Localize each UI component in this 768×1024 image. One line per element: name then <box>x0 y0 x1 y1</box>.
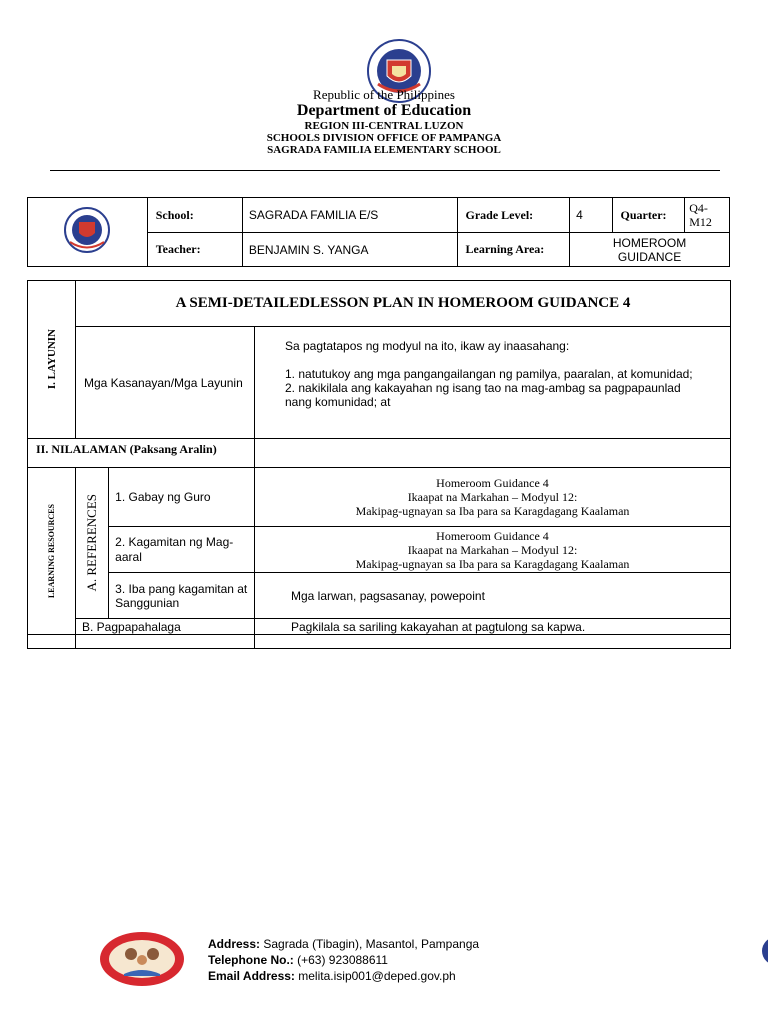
teacher-label: Teacher: <box>147 233 242 267</box>
ref1-line3: Makipag-ugnayan sa Iba para sa Karagdagang Kaalaman <box>355 504 630 518</box>
quarter-value-text: Q4-M12 <box>689 201 712 229</box>
school-line: SAGRADA FAMILIA ELEMENTARY SCHOOL <box>267 144 501 156</box>
region-line: REGION III-CENTRAL LUZON <box>304 120 464 132</box>
division-line: SCHOOLS DIVISION OFFICE OF PAMPANGA <box>266 132 502 144</box>
grade-label: Grade Level: <box>457 198 570 233</box>
ref2-line2: Ikaapat na Markahan – Modyul 12: <box>407 542 578 557</box>
info-table <box>27 197 730 267</box>
ref1-cell <box>255 468 731 527</box>
phone-label: Telephone No.: <box>208 953 294 967</box>
empty-cell-2 <box>76 635 255 649</box>
objectives-label: Mga Kasanayan/Mga Layunin <box>76 327 255 439</box>
objectives-intro: Sa pagtatapos ng modyul na ito, ikaw ay inaasahang: <box>285 339 570 353</box>
address-value: Sagrada (Tibagin), Masantol, Pampanga <box>263 937 480 951</box>
learning-resources-label: LEARNING RESOURCES <box>47 503 56 599</box>
quarter-value <box>685 198 730 233</box>
section2-label: II. NILALAMAN (Paksang Aralin) <box>28 439 255 468</box>
ref2-line3: Makipag-ugnayan sa Iba para sa Karagdagang Kaalaman <box>355 556 630 571</box>
ref2-line1: Homeroom Guidance 4 <box>436 528 549 543</box>
teacher-value: BENJAMIN S. YANGA <box>242 233 457 267</box>
ref3-value: Mga larwan, pagsasanay, powepoint <box>255 573 731 619</box>
header-divider <box>50 170 720 171</box>
ref2-label: 2. Kagamitan ng Mag-aaral <box>109 527 255 573</box>
school-label: School: <box>147 198 242 233</box>
deped-seal-small-icon <box>42 205 132 255</box>
objective-1: 1. natutukoy ang mga pangangailangan ng pamilya, paaralan, at komunidad; <box>285 367 693 381</box>
learning-resources-cell <box>28 468 76 635</box>
ref1-line2: Ikaapat na Markahan – Modyul 12: <box>407 490 578 504</box>
ref1-label: 1. Gabay ng Guro <box>109 468 255 527</box>
school-logo-icon <box>98 930 186 988</box>
empty-cell-1 <box>28 635 76 649</box>
quarter-label: Quarter: <box>612 198 685 233</box>
objectives-cell <box>255 327 731 439</box>
plan-title: A SEMI-DETAILEDLESSON PLAN IN HOMEROOM GUIDANCE 4 <box>76 281 731 327</box>
area-value: HOMEROOM GUIDANCE <box>570 233 730 267</box>
section1-cell <box>28 281 76 439</box>
area-label: Learning Area: <box>457 233 570 267</box>
email-value: melita.isip001@deped.gov.ph <box>298 969 456 983</box>
valuing-label: B. Pagpapahalaga <box>76 619 255 635</box>
address-label: Address: <box>208 937 261 951</box>
grade-value: 4 <box>570 198 612 233</box>
info-logo-cell <box>28 198 148 267</box>
school-value: SAGRADA FAMILIA E/S <box>242 198 457 233</box>
section1-label: I. LAYUNIN <box>45 329 58 390</box>
references-cell <box>76 468 109 619</box>
ref2-cell <box>255 527 731 573</box>
footer-address <box>208 937 479 951</box>
ref3-label: 3. Iba pang kagamitan at Sanggunian <box>109 573 255 619</box>
phone-value: (+63) 923088611 <box>297 953 388 967</box>
edge-logo-icon <box>760 936 768 966</box>
objective-2: 2. nakikilala ang kakayahan ng isang tao na mag-ambag sa pagpapaunlad nang komunidad; at <box>285 381 681 409</box>
republic-line: Republic of the Philippines <box>313 87 455 102</box>
valuing-value: Pagkilala sa sariling kakayahan at pagtulong sa kapwa. <box>255 619 731 635</box>
references-label: A. REFERENCES <box>84 494 100 592</box>
footer-phone <box>208 953 388 967</box>
footer-email <box>208 969 456 983</box>
section2-value <box>255 439 731 468</box>
empty-cell-3 <box>255 635 731 649</box>
email-label: Email Address: <box>208 969 295 983</box>
lesson-plan-table <box>27 280 731 649</box>
department-title: Department of Education <box>296 102 472 119</box>
ref1-line1: Homeroom Guidance 4 <box>436 476 549 490</box>
